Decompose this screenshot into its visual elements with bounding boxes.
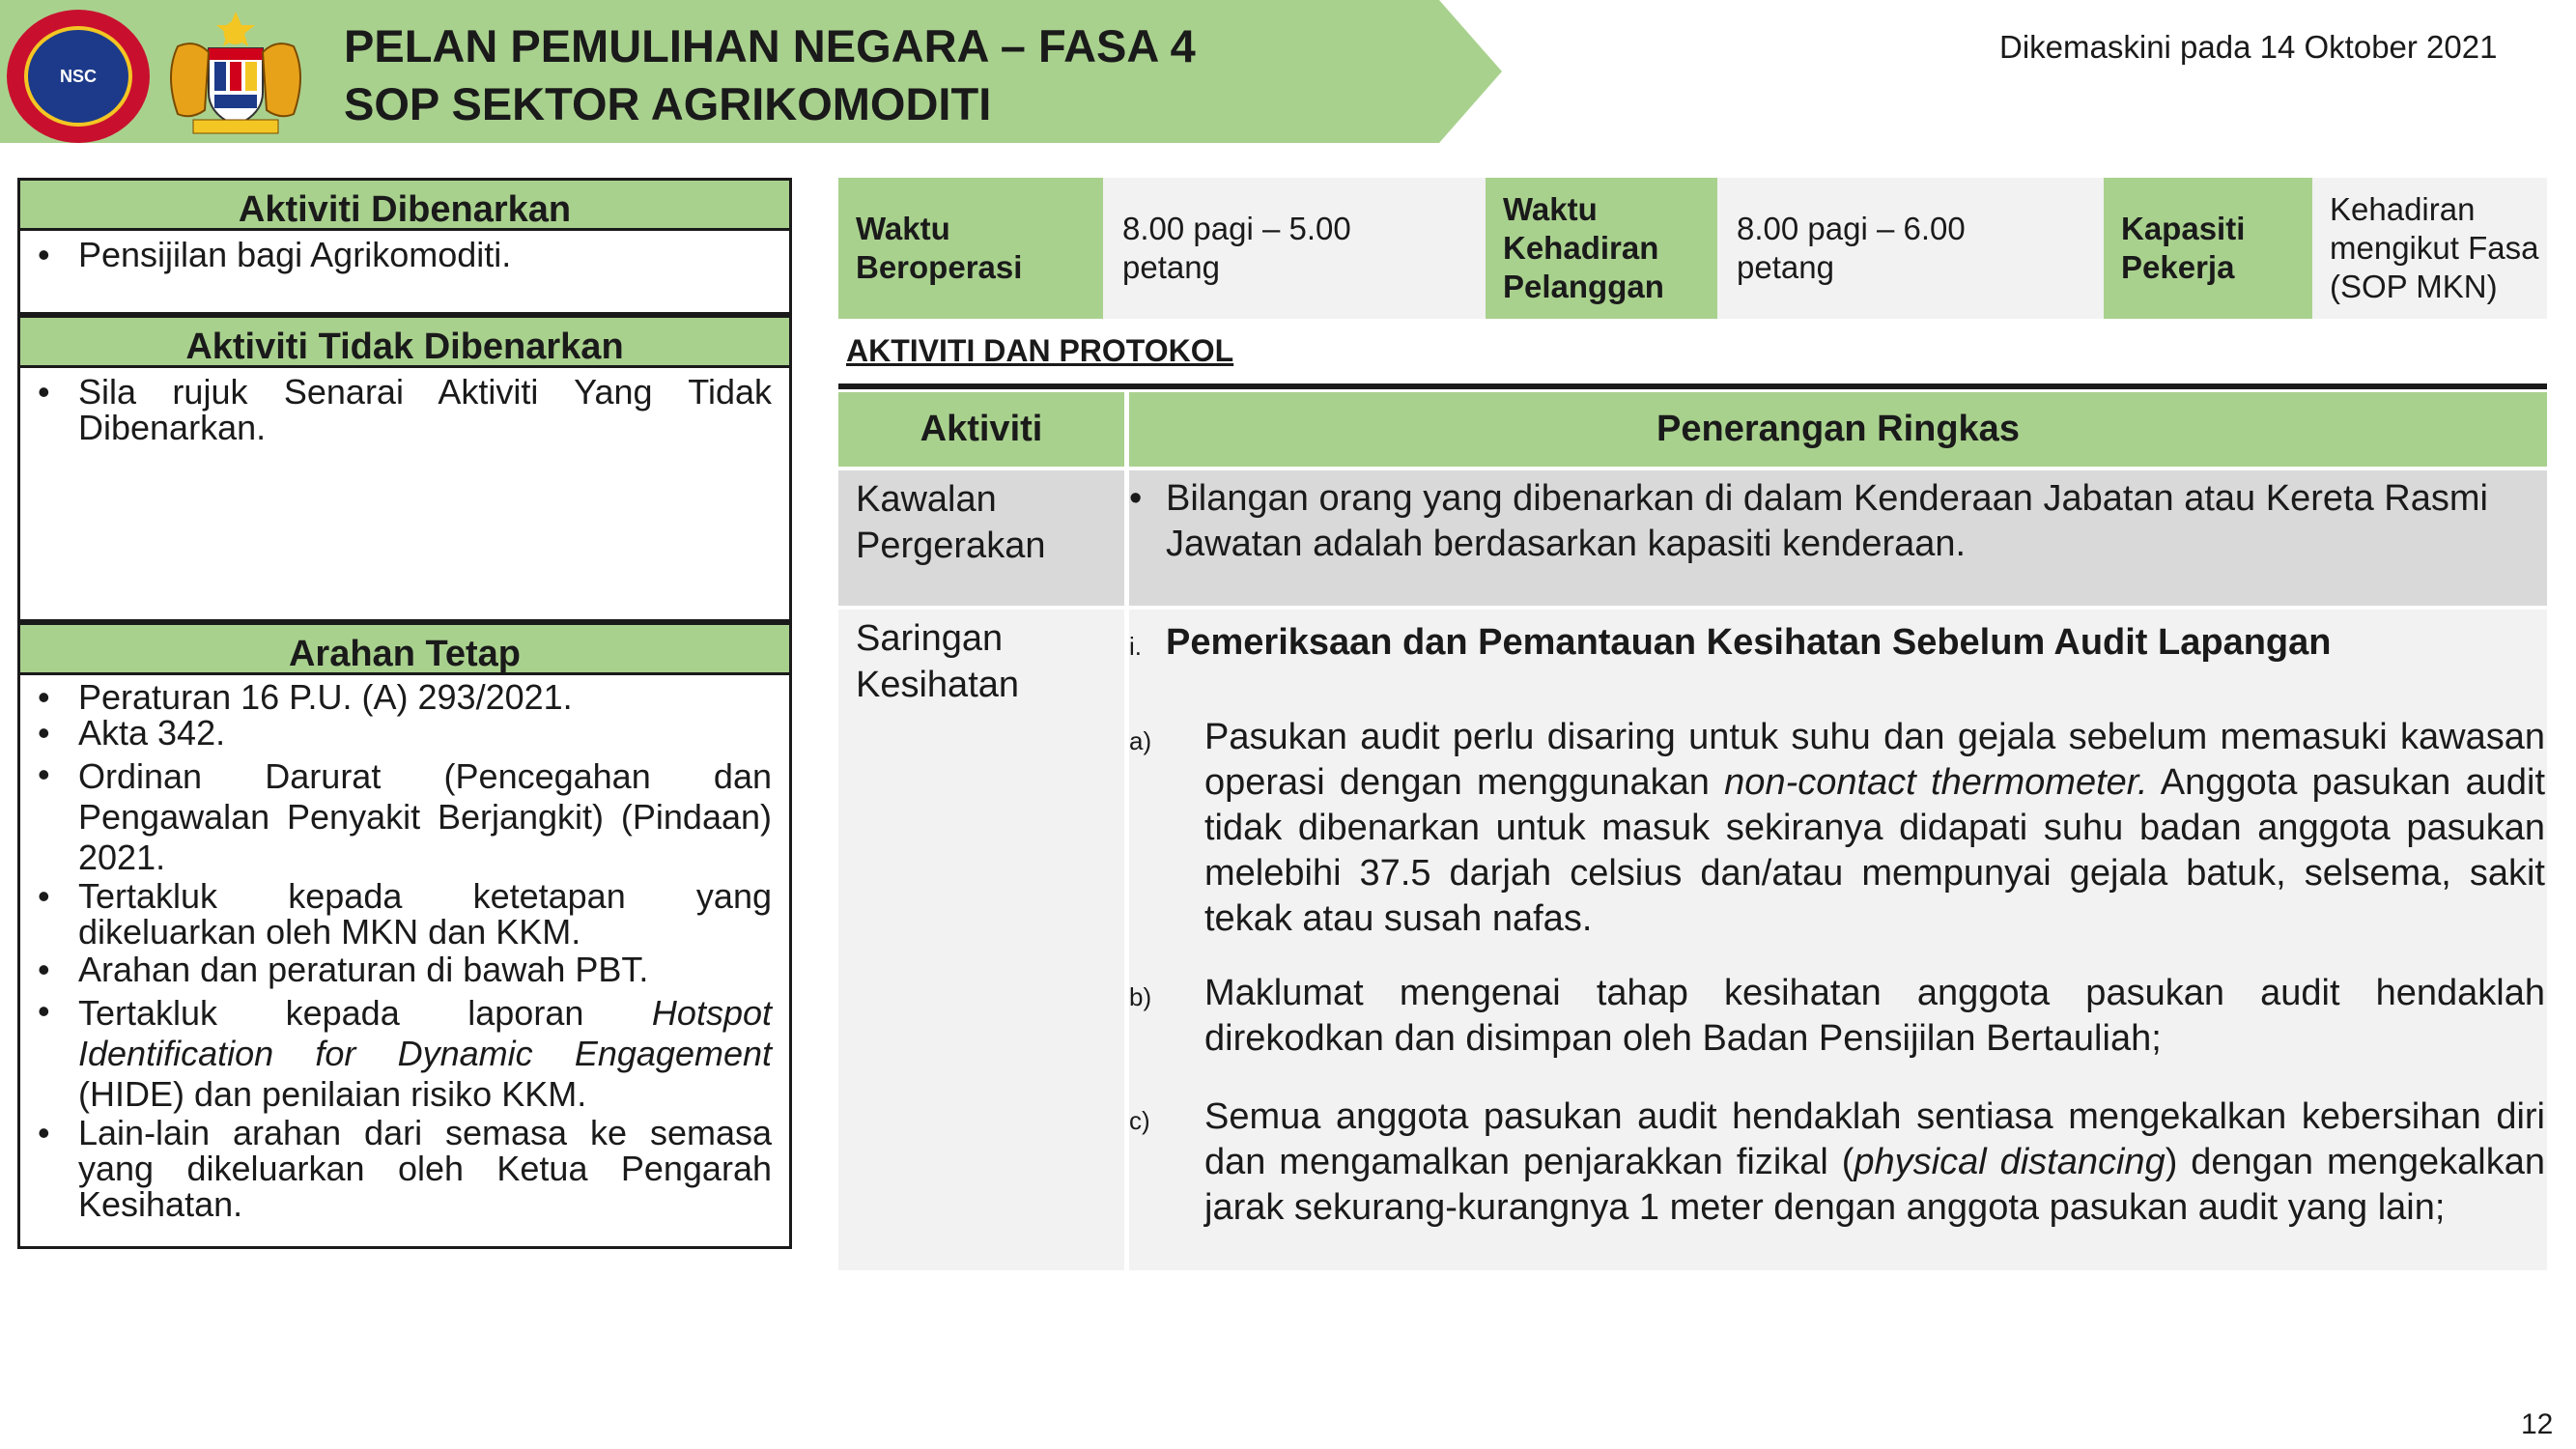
not-allowed-activities-box — [17, 315, 792, 622]
worker-capacity-label: Kapasiti Pekerja — [2121, 211, 2246, 285]
list-item: c) Semua anggota pasukan audit hendaklah sentiasa mengekalkan kebersihan diri dan mengamalkan penjarakkan fizikal (physical distancing) dengan mengekalkan jarak sekurang-kurangnya 1 meter dengan anggota pasukan audit yang lain; — [1129, 1096, 2545, 1228]
bullet-icon: • — [38, 235, 50, 274]
operating-hours-label-cell — [838, 178, 1103, 319]
bullet-icon: • — [38, 754, 50, 794]
standing-orders-heading: Arahan Tetap — [20, 625, 789, 675]
bullet-icon: • — [38, 677, 50, 717]
malaysia-coat-of-arms-logo — [158, 8, 313, 138]
table-row-activity: Saringan Kesihatan — [838, 610, 1124, 1270]
bullet-icon: • — [1129, 478, 1143, 519]
allowed-activities-heading: Aktiviti Dibenarkan — [20, 181, 789, 231]
page-number: 12 — [2521, 1408, 2554, 1440]
allowed-activities-box — [17, 178, 792, 315]
list-item: b) Maklumat mengenai tahap kesihatan anggota pasukan audit hendaklah direkodkan dan disimpan oleh Badan Pensijilan Bertauliah; — [1129, 973, 2545, 1059]
page-title-line-1: PELAN PEMULIHAN NEGARA – FASA 4 — [344, 20, 1196, 71]
worker-capacity-label-cell — [2104, 178, 2312, 319]
customer-hours-label: Waktu Kehadiran Pelanggan — [1503, 191, 1664, 304]
operating-hours-value-cell — [1103, 178, 1486, 319]
bullet-icon: • — [38, 372, 50, 412]
nsc-logo-emblem — [24, 26, 132, 127]
activity-column-header: Aktiviti — [838, 392, 1124, 467]
operating-hours-label: Waktu Beroperasi — [856, 211, 1023, 285]
list-item: a) Pasukan audit perlu disaring untuk suhu dan gejala sebelum memasuki kawasan operasi dengan menggunakan non-contact thermometer. Anggota pasukan audit tidak dibenarkan untuk masuk sekiranya didapati suhu badan anggota pasukan melebihi 37.5 darjah celsius dan/atau mempunyai gejala batuk, selsema, sakit tekak atau susah nafas. — [1129, 717, 2546, 939]
page-title-line-2: SOP SEKTOR AGRIKOMODITI — [344, 78, 992, 129]
worker-capacity-value-cell — [2312, 178, 2547, 319]
bullet-icon: • — [38, 950, 50, 989]
standing-orders-box — [17, 622, 792, 1249]
bullet-icon: • — [38, 991, 50, 1031]
list-item: • Tertakluk kepada laporan Hotspot Identification for Dynamic Engagement (HIDE) dan penilaian risiko KKM. — [38, 991, 772, 1114]
worker-capacity-value: Kehadiran mengikut Fasa (SOP MKN) — [2330, 191, 2539, 304]
table-row-description: • Bilangan orang yang dibenarkan di dalam Kenderaan Jabatan atau Kereta Rasmi Jawatan adalah berdasarkan kapasiti kenderaan. — [1129, 470, 2547, 606]
nsc-logo-text: NSC — [59, 66, 97, 86]
bullet-icon: • — [38, 713, 50, 753]
description-column-header: Penerangan Ringkas — [1129, 392, 2547, 467]
list-item: • Sila rujuk Senarai Aktiviti Yang Tidak Dibenarkan. — [38, 372, 772, 447]
bullet-icon: • — [38, 876, 50, 916]
customer-hours-value-cell — [1717, 178, 2104, 319]
list-item: • Peraturan 16 P.U. (A) 293/2021. — [38, 677, 573, 717]
section-divider — [838, 384, 2547, 389]
customer-hours-value: 8.00 pagi – 6.00 petang — [1737, 211, 1966, 285]
operating-hours-value: 8.00 pagi – 5.00 petang — [1122, 211, 1351, 285]
customer-hours-label-cell — [1486, 178, 1717, 319]
list-item: • Pensijilan bagi Agrikomoditi. — [38, 235, 512, 274]
list-item: • Tertakluk kepada ketetapan yang dikeluarkan oleh MKN dan KKM. — [38, 876, 772, 952]
table-row-activity: Kawalan Pergerakan — [838, 470, 1124, 606]
list-item: • Akta 342. — [38, 713, 226, 753]
last-updated-label: Dikemaskini pada 14 Oktober 2021 — [1999, 29, 2498, 65]
section-title: AKTIVITI DAN PROTOKOL — [846, 333, 1234, 368]
bullet-icon: • — [38, 1113, 50, 1152]
list-item: • Arahan dan peraturan di bawah PBT. — [38, 950, 649, 989]
health-screening-heading: i. Pemeriksaan dan Pemantauan Kesihatan Sebelum Audit Lapangan — [1129, 622, 2332, 663]
not-allowed-activities-heading: Aktiviti Tidak Dibenarkan — [20, 318, 789, 368]
nsc-logo — [7, 10, 150, 143]
list-item: • Lain-lain arahan dari semasa ke semasa yang dikeluarkan oleh Ketua Pengarah Kesihatan. — [38, 1113, 772, 1224]
list-item: • Ordinan Darurat (Pencegahan dan Pengawalan Penyakit Berjangkit) (Pindaan) 2021. — [38, 754, 772, 877]
